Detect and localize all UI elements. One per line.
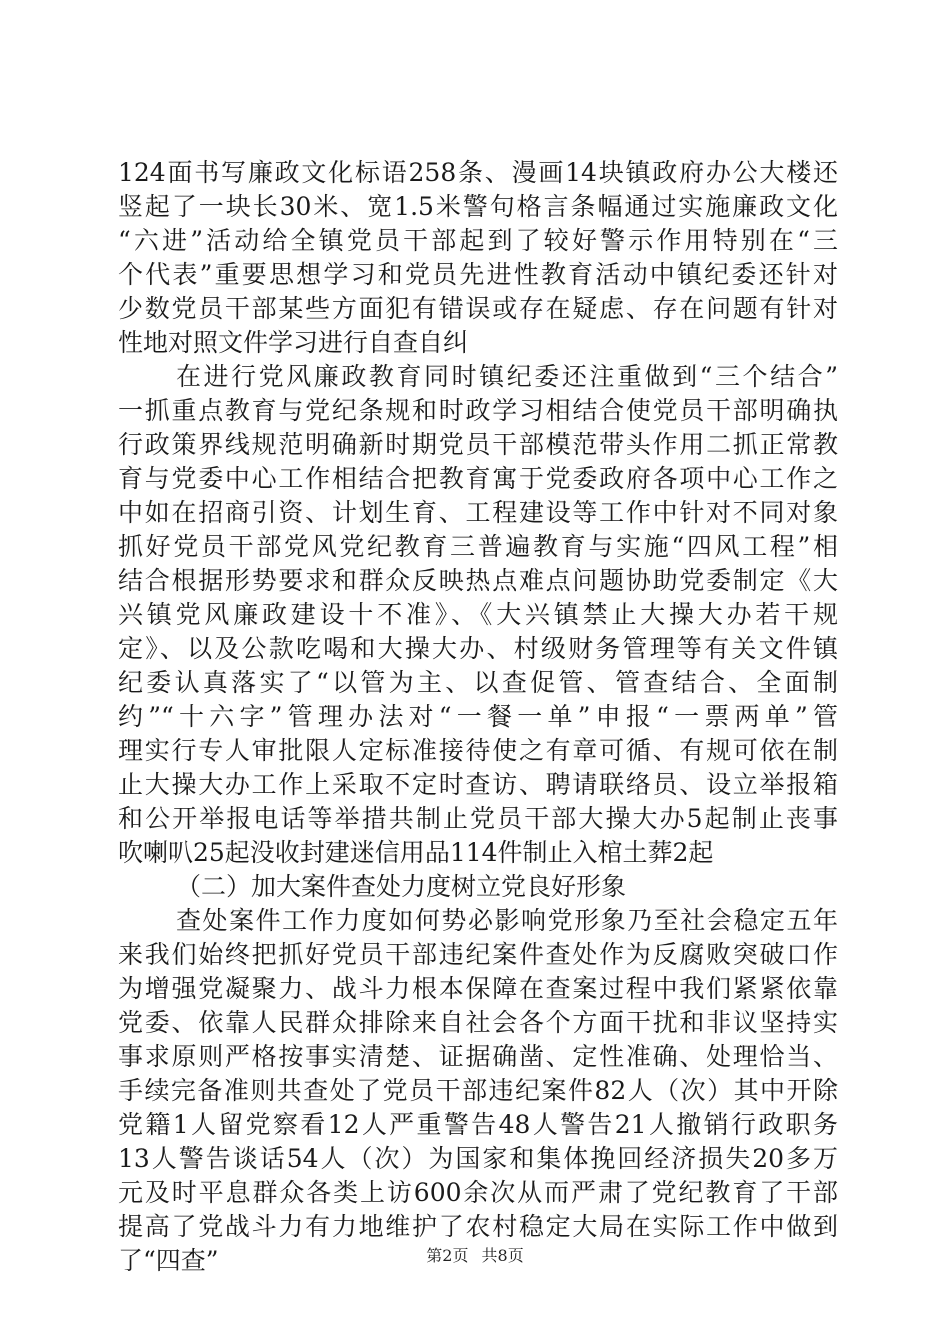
paragraph-1-line: 少数党员干部某些方面犯有错误或存在疑虑、存在问题有针对 (118, 294, 838, 323)
page-number: 第2页 (426, 1246, 469, 1265)
page-footer (0, 1246, 950, 1266)
paragraph-3-line: 来我们始终把抓好党员干部违纪案件查处作为反腐败突破口作 (118, 940, 838, 969)
paragraph-2-line: 吹喇叭25起没收封建迷信用品114件制止入棺土葬2起 (118, 838, 714, 867)
paragraph-2-line: 抓好党员干部党风党纪教育三普遍教育与实施“四风工程”相 (118, 532, 838, 561)
paragraph-2-line: 约”“十六字”管理办法对“一餐一单”申报“一票两单”管 (118, 702, 838, 731)
paragraph-2-line: 定》、以及公款吃喝和大操大办、村级财务管理等有关文件镇 (118, 634, 838, 663)
paragraph-3-line: 事求原则严格按事实清楚、证据确凿、定性准确、处理恰当、 (118, 1042, 838, 1071)
paragraph-3-line: 为增强党凝聚力、战斗力根本保障在查案过程中我们紧紧依靠 (118, 974, 838, 1003)
document-body (118, 156, 838, 1278)
section-heading: （二）加大案件查处力度树立党良好形象 (176, 872, 627, 901)
paragraph-1-line: 124面书写廉政文化标语258条、漫画14块镇政府办公大楼还 (118, 158, 838, 187)
paragraph-3-line: 13人警告谈话54人（次）为国家和集体挽回经济损失20多万 (118, 1144, 838, 1173)
paragraph-1-line: “六进”活动给全镇党员干部起到了较好警示作用特别在“三 (118, 226, 838, 255)
paragraph-3-line: 元及时平息群众各类上访600余次从而严肃了党纪教育了干部 (118, 1178, 838, 1207)
paragraph-3-line: 查处案件工作力度如何势必影响党形象乃至社会稳定五年 (176, 906, 838, 935)
paragraph-2-line: 在进行党风廉政教育同时镇纪委还注重做到“三个结合” (176, 362, 838, 391)
paragraph-2-line: 育与党委中心工作相结合把教育寓于党委政府各项中心工作之 (118, 464, 838, 493)
paragraph-3-line: 手续完备准则共查处了党员干部违纪案件82人（次）其中开除 (118, 1076, 838, 1105)
paragraph-2-line: 中如在招商引资、计划生育、工程建设等工作中针对不同对象 (118, 498, 838, 527)
paragraph-1-line: 性地对照文件学习进行自查自纠 (118, 328, 469, 357)
paragraph-2-line: 结合根据形势要求和群众反映热点难点问题协助党委制定《大 (118, 566, 838, 595)
paragraph-3-line: 了“四查” (118, 1246, 219, 1275)
paragraph-2-line: 行政策界线规范明确新时期党员干部模范带头作用二抓正常教 (118, 430, 838, 459)
paragraph-1-line: 个代表”重要思想学习和党员先进性教育活动中镇纪委还针对 (118, 260, 838, 289)
paragraph-3-line: 党籍1人留党察看12人严重警告48人警告21人撤销行政职务 (118, 1110, 838, 1139)
paragraph-2-line: 一抓重点教育与党纪条规和时政学习相结合使党员干部明确执 (118, 396, 838, 425)
paragraph-3-line: 提高了党战斗力有力地维护了农村稳定大局在实际工作中做到 (118, 1212, 838, 1241)
paragraph-2-line: 和公开举报电话等举措共制止党员干部大操大办5起制止丧事 (118, 804, 838, 833)
paragraph-2-line: 理实行专人审批限人定标准接待使之有章可循、有规可依在制 (118, 736, 838, 765)
paragraph-3-line: 党委、依靠人民群众排除来自社会各个方面干扰和非议坚持实 (118, 1008, 838, 1037)
paragraph-2-line: 止大操大办工作上采取不定时查访、聘请联络员、设立举报箱 (118, 770, 838, 799)
paragraph-2-line: 兴镇党风廉政建设十不准》、《大兴镇禁止大操大办若干规 (118, 600, 838, 629)
paragraph-2-line: 纪委认真落实了“以管为主、以查促管、管查结合、全面制 (118, 668, 838, 697)
paragraph-1-line: 竖起了一块长30米、宽1.5米警句格言条幅通过实施廉政文化 (118, 192, 838, 221)
page-total: 共8页 (481, 1246, 524, 1265)
